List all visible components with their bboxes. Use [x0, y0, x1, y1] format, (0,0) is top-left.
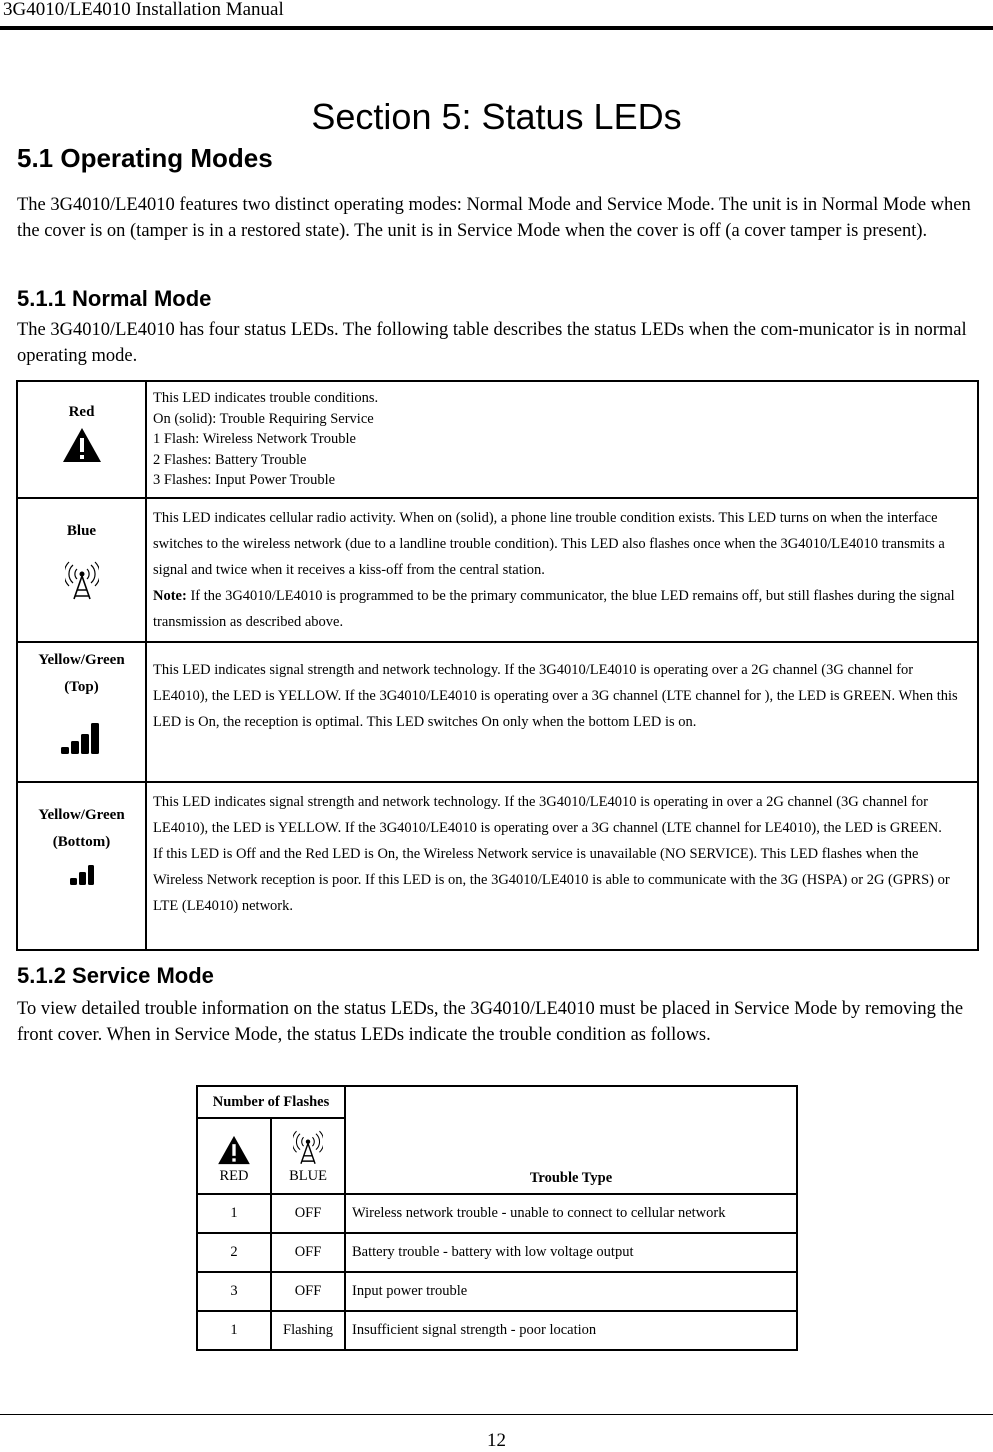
led-desc-yg-top: [146, 642, 978, 782]
blue-flashes: OFF: [271, 1194, 345, 1233]
yg-top-text: This LED indicates signal strength and network technology. If the 3G4010/LE4010 is operating over a 2G channel (3G channel for LE4010), the LED is YELLOW. If the 3G4010/LE4010 is operating over a 3G channel (LTE channel for ), the LED is GREEN. When this LED is On, the reception is optimal. This LED switches On only when the bottom LED is on.: [153, 661, 958, 730]
note-text: If the 3G4010/LE4010 is programmed to be the primary communicator, the blue LED remains off, but still flashes during the signal transmission as described above.: [153, 587, 955, 630]
led-row-red: [17, 381, 978, 498]
trouble-type: Wireless network trouble - unable to connect to cellular network: [345, 1194, 797, 1233]
led-label-red: Red: [68, 404, 95, 420]
led-label-yg-top: [18, 647, 145, 701]
trouble-row: [197, 1272, 797, 1311]
blue-flashes: Flashing: [271, 1311, 345, 1350]
trouble-header-row: [197, 1086, 797, 1118]
red-column-header: [197, 1118, 271, 1194]
blue-label: BLUE: [289, 1168, 327, 1184]
trouble-type: Battery trouble - battery with low voltage output: [345, 1233, 797, 1272]
paragraph-operating-modes: The 3G4010/LE4010 features two distinct operating modes: Normal Mode and Service Mode. The unit is in Normal Mode when the cover is on (tamper is in a restored state). The unit is in Service Mode when the cover is off (a cover tamper is present).: [17, 195, 971, 241]
trouble-type: Insufficient signal strength - poor location: [345, 1311, 797, 1350]
trouble-type-header: Trouble Type: [345, 1086, 797, 1194]
yg-bottom-text: This LED indicates signal strength and network technology. If the 3G4010/LE4010 is operating in over a 2G channel (3G channel for LE4010), the LED is YELLOW. If the 3G4010/LE4010 is operating over a 3G channel (LTE channel for LE4010), the LED is GREEN.: [153, 793, 942, 836]
page-number: 12: [487, 1430, 506, 1451]
blue-text: This LED indicates cellular radio activity. When on (solid), a phone line trouble condition exists. This LED turns on when the interface switches to the wireless network (due to a landline trouble condition). This LED also flashes once when the 3G4010/LE4010 transmits a signal and twice when it receives a kiss-off from the central station.: [153, 509, 945, 578]
signal-bars-icon: [60, 721, 104, 755]
red-flashes: 1: [197, 1311, 271, 1350]
led-row-blue: [17, 498, 978, 642]
led-table: [16, 380, 979, 951]
yg-bottom-text: If this LED is Off and the Red LED is On, the Wireless Network service is unavailable (NO SERVICE). This LED flashes when the Wireless Network reception is poor. If this LED is on, the 3G4010/LE4010 is able to communicate with the 3G (HSPA) or 2G (GPRS) or LTE (LE4010) network.: [153, 845, 950, 914]
page-header: [0, 0, 993, 30]
heading-normal-mode: 5.1.1 Normal Mode: [17, 286, 212, 311]
blue-column-header: [271, 1118, 345, 1194]
paragraph-service-mode: To view detailed trouble information on the status LEDs, the 3G4010/LE4010 must be placed in Service Mode by removing the front cover. When in Service Mode, the status LEDs indicate the trouble condition as follows.: [17, 999, 964, 1045]
note-label: Note:: [153, 587, 187, 604]
led-row-yg-top: [17, 642, 978, 782]
led-label-blue: Blue: [66, 522, 97, 539]
led-label-cell: [17, 782, 146, 950]
trouble-type: Input power trouble: [345, 1272, 797, 1311]
red-label: RED: [219, 1168, 249, 1184]
trouble-row: [197, 1194, 797, 1233]
paragraph-normal-mode: The 3G4010/LE4010 has four status LEDs. The following table describes the status LEDs when the com-municator is in normal operating mode.: [17, 320, 967, 366]
warning-icon: [217, 1135, 251, 1165]
label-line: (Top): [64, 678, 99, 695]
led-label-cell: [17, 642, 146, 782]
red-line: This LED indicates trouble conditions.: [153, 390, 379, 406]
warning-icon: [62, 427, 102, 463]
red-flashes: 1: [197, 1194, 271, 1233]
led-row-yg-bottom: [17, 782, 978, 950]
red-line: On (solid): Trouble Requiring Service: [153, 410, 374, 427]
led-desc-yg-bottom: [146, 782, 978, 950]
led-desc-red: [146, 381, 978, 498]
antenna-icon: [293, 1129, 323, 1165]
trouble-row: [197, 1311, 797, 1350]
footer-rule: [0, 1414, 993, 1415]
section-title: Section 5: Status LEDs: [311, 96, 682, 137]
led-label-cell: [17, 381, 146, 498]
label-line: Yellow/Green: [38, 806, 125, 823]
label-line: Yellow/Green: [38, 651, 125, 668]
red-flashes: 2: [197, 1233, 271, 1272]
trouble-table: [196, 1085, 798, 1351]
blue-flashes: OFF: [271, 1233, 345, 1272]
flashes-header: Number of Flashes: [197, 1086, 345, 1118]
led-label-cell: [17, 498, 146, 642]
led-label-yg-bottom: [18, 802, 145, 856]
heading-service-mode: 5.1.2 Service Mode: [17, 963, 214, 988]
red-flashes: 3: [197, 1272, 271, 1311]
red-line: 2 Flashes: Battery Trouble: [153, 451, 307, 468]
red-line: 3 Flashes: Input Power Trouble: [153, 472, 336, 488]
label-line: (Bottom): [52, 833, 111, 850]
signal-bars-small-icon: [69, 864, 95, 886]
trouble-row: [197, 1233, 797, 1272]
red-line: 1 Flash: Wireless Network Trouble: [153, 431, 356, 447]
blue-note: [153, 583, 971, 635]
heading-operating-modes: 5.1 Operating Modes: [17, 143, 273, 173]
header-title: 3G4010/LE4010 Installation Manual: [3, 0, 284, 20]
led-desc-blue: [146, 498, 978, 642]
blue-flashes: OFF: [271, 1272, 345, 1311]
antenna-icon: [65, 560, 99, 600]
